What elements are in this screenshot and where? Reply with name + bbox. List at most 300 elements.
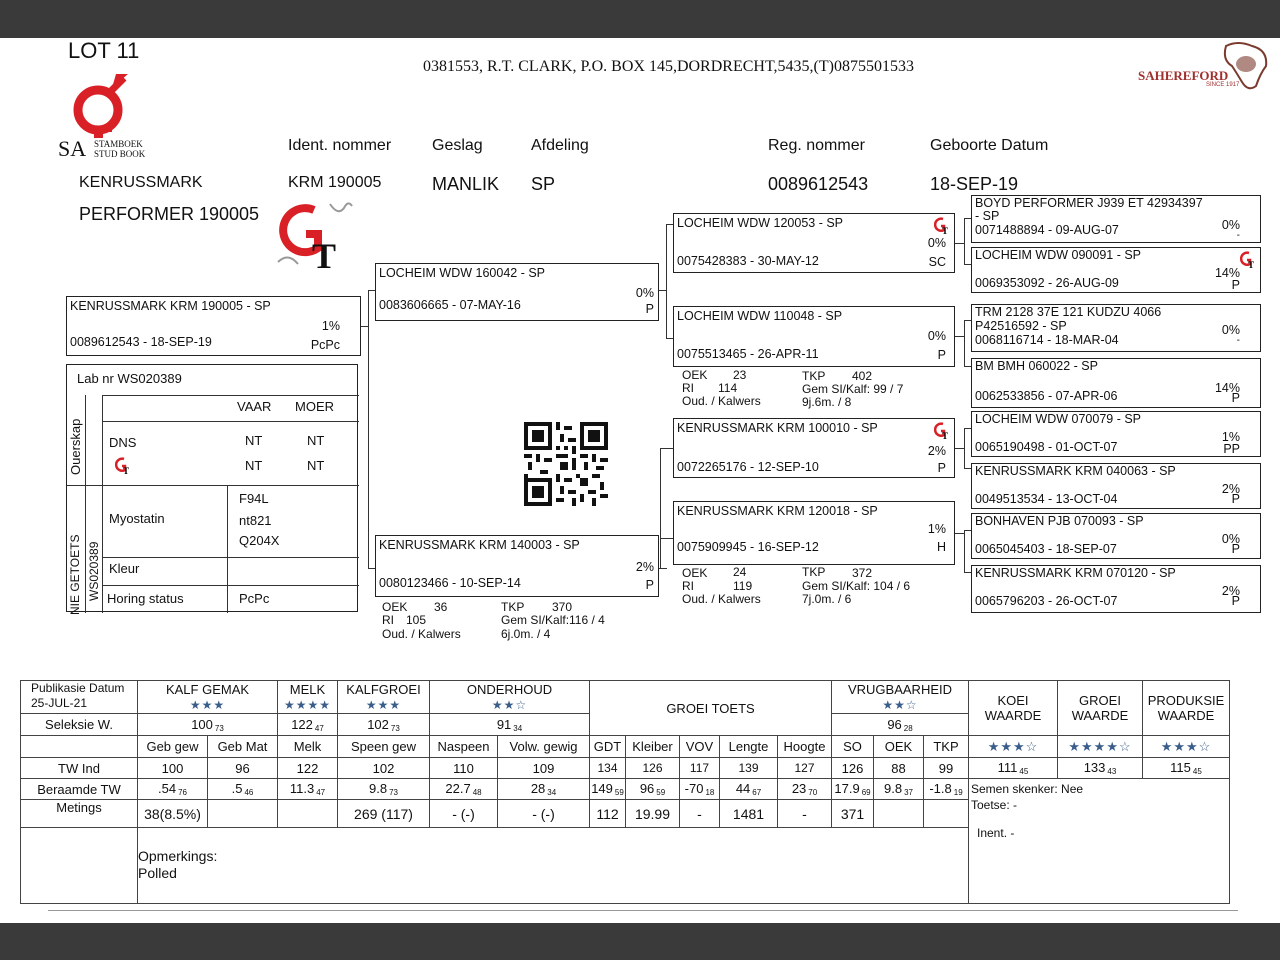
tw-koei-sub: 45 <box>1019 767 1029 776</box>
tw-cell: 139 <box>720 758 778 779</box>
groei-toets-head: GROEI TOETS <box>590 681 832 736</box>
dam-oek: 36 <box>434 600 448 614</box>
genomic-tested-logo <box>274 198 354 274</box>
ber-sub: 48 <box>472 788 482 797</box>
gen3-box-7 <box>971 513 1261 559</box>
dam-gem: Gem SI/Kalf:116 / 4 <box>501 613 605 627</box>
subject-reg: 0089612543 - 18-SEP-19 <box>70 335 212 349</box>
sel-kalfgroei-val: 102 <box>367 716 389 732</box>
lot-number: LOT 11 <box>68 38 140 63</box>
gen3-box-2 <box>971 247 1261 293</box>
col-vaar: VAAR <box>237 399 272 414</box>
sire-code: P <box>645 302 654 316</box>
h-geb-gew: Geb gew <box>138 736 208 758</box>
myostatin-f94l: F94L <box>239 491 269 506</box>
ber-cell <box>680 779 720 800</box>
dns-label: DNS <box>109 435 137 450</box>
g3-7-pct: 0% <box>1221 532 1240 546</box>
ss-gt-icon <box>934 217 950 235</box>
sel-melk-val: 122 <box>291 716 313 732</box>
tw-cell: 99 <box>924 758 969 779</box>
g3-4-pct: 14% <box>1214 381 1240 395</box>
tw-cell: 134 <box>590 758 626 779</box>
g3-8-pct: 2% <box>1221 584 1240 598</box>
met-cell <box>874 800 924 828</box>
h-hoogte: Hoogte <box>778 736 832 758</box>
animal-sex: MANLIK <box>432 174 500 194</box>
sd-oud: 9j.6m. / 8 <box>802 395 852 409</box>
qr-code <box>522 422 610 506</box>
sel-vrug <box>832 714 969 736</box>
ber-sub: 59 <box>656 788 666 797</box>
inent: Inent. - <box>977 826 1015 840</box>
g3-7-code: P <box>1231 542 1240 556</box>
ber-label: Beraamde TW <box>21 779 138 800</box>
g3-2-reg: 0069353092 - 26-AUG-09 <box>975 276 1119 290</box>
prod-stars-val: ★★★☆ <box>1160 738 1212 754</box>
tw-groei <box>1058 758 1143 779</box>
sire-box <box>375 263 659 321</box>
ber-cell <box>338 779 430 800</box>
kalfgroei-label: KALFGROEI <box>346 681 421 697</box>
sd-ri-label: RI <box>682 381 694 395</box>
groei-waarde-head: GROEI WAARDE <box>1058 681 1143 736</box>
ws-label: WS020389 <box>87 541 101 601</box>
ber-val: -1.8 <box>929 781 952 796</box>
tw-label: TW Ind <box>21 758 138 779</box>
prod-stars <box>1143 736 1230 758</box>
sire-sire-box <box>673 213 955 273</box>
tw-cell: 117 <box>680 758 720 779</box>
svg-text:T: T <box>942 431 949 440</box>
tw-cell: 96 <box>208 758 278 779</box>
tw-groei-val: 133 <box>1083 760 1106 775</box>
animal-herd: KENRUSSMARK <box>79 174 203 191</box>
met-label: Metings <box>21 800 138 828</box>
dns-vaar-2: NT <box>245 458 263 473</box>
sa-stamboek-logo <box>58 66 158 162</box>
kalfgroei-stars: ★★★ <box>365 697 402 712</box>
gen3-box-5 <box>971 411 1261 457</box>
kalf-gemak-head <box>138 681 278 714</box>
h-naspeen: Naspeen <box>430 736 498 758</box>
ber-sub: 69 <box>861 788 871 797</box>
kleur-label: Kleur <box>109 561 140 576</box>
h-melk: Melk <box>278 736 338 758</box>
ber-sub: 47 <box>316 788 326 797</box>
g3-3-pct: 0% <box>1221 323 1240 337</box>
g3-7-reg: 0065045403 - 18-SEP-07 <box>975 542 1117 556</box>
g3-3-name: TRM 2128 37E 121 KUDZU 4066 <box>975 305 1162 319</box>
ber-sub: 73 <box>389 788 398 797</box>
animal-name: PERFORMER 190005 <box>79 204 260 224</box>
g3-2-pct: 14% <box>1214 266 1240 280</box>
ber-cell <box>278 779 338 800</box>
ber-cell <box>138 779 208 800</box>
g3-3-code: - <box>1236 335 1240 346</box>
g3-5-code: PP <box>1223 442 1240 456</box>
h-speen: Speen gew <box>338 736 430 758</box>
met-cell <box>924 800 969 828</box>
sel-melk-sub: 47 <box>314 723 324 733</box>
dns-moer-2: NT <box>307 458 325 473</box>
sel-onder-val: 91 <box>496 716 512 732</box>
dd-reg: 0075909945 - 16-SEP-12 <box>677 540 819 554</box>
ber-val: 149 <box>591 781 613 796</box>
g3-2-code: P <box>1231 278 1240 292</box>
lab-box <box>66 364 358 615</box>
col-ident: Ident. nommer <box>288 137 392 154</box>
ber-sub: 67 <box>752 788 762 797</box>
vrug-label: VRUGBAARHEID <box>847 681 953 697</box>
col-sex: Geslag <box>432 137 483 154</box>
ber-cell <box>832 779 874 800</box>
pub-cell <box>21 681 138 714</box>
ber-sub: 70 <box>808 788 818 797</box>
ber-val: 44 <box>735 781 751 796</box>
g3-8-code: P <box>1231 594 1240 608</box>
h-kleiber: Kleiber <box>626 736 680 758</box>
sd-code: P <box>937 348 946 362</box>
performance-table <box>20 680 1230 904</box>
ber-val: 17.9 <box>834 781 860 796</box>
dam-box <box>375 535 659 597</box>
ber-val: 9.8 <box>369 781 388 796</box>
gen3-box-4 <box>971 358 1261 408</box>
opm-empty <box>21 828 138 904</box>
sd-tkp-label: TKP <box>802 369 826 383</box>
g3-4-name: BM BMH 060022 - SP <box>975 359 1098 373</box>
tw-koei <box>969 758 1058 779</box>
dd-pct: 1% <box>927 522 946 536</box>
dam-sire-box <box>673 418 955 478</box>
gt-mini-icon <box>115 457 131 475</box>
vrug-head <box>832 681 969 714</box>
pub-date: 25-JUL-21 <box>31 696 88 710</box>
dam-oud-label: Oud. / Kalwers <box>382 627 461 641</box>
sire-pct: 0% <box>635 286 654 300</box>
logo-sa-text: SA <box>58 136 87 161</box>
g3-8-reg: 0065796203 - 26-OCT-07 <box>975 594 1118 608</box>
ber-cell <box>778 779 832 800</box>
sel-kalf-sub: 73 <box>214 723 224 733</box>
onderhoud-head <box>430 681 590 714</box>
ber-val: 22.7 <box>445 781 471 796</box>
h-vov: VOV <box>680 736 720 758</box>
col-birth: Geboorte Datum <box>930 137 1049 154</box>
nie-getoets-label: NIE GETOETS <box>68 534 82 615</box>
subject-pct: 1% <box>321 319 340 333</box>
animal-dept: SP <box>531 174 556 194</box>
tw-cell: 100 <box>138 758 208 779</box>
ds-code: P <box>937 461 946 475</box>
g3-2-gt-icon <box>1240 251 1256 269</box>
tw-cell: 109 <box>498 758 590 779</box>
dam-name: KENRUSSMARK KRM 140003 - SP <box>379 538 580 552</box>
sire-reg: 0083606665 - 07-MAY-16 <box>379 298 521 312</box>
g3-1-name: BOYD PERFORMER J939 ET 42934397 <box>975 196 1203 210</box>
g3-5-pct: 1% <box>1221 430 1240 444</box>
col-dept: Afdeling <box>531 137 589 154</box>
ds-pct: 2% <box>927 444 946 458</box>
ber-sub: 18 <box>705 788 715 797</box>
kalfgroei-head <box>338 681 430 714</box>
sd-pct: 0% <box>927 329 946 343</box>
met-cell: - <box>680 800 720 828</box>
melk-head <box>278 681 338 714</box>
koei-stars <box>969 736 1058 758</box>
ss-pct: 0% <box>927 236 946 250</box>
kalf-gemak-label: KALF GEMAK <box>165 681 250 697</box>
h-so: SO <box>832 736 874 758</box>
ber-sub: 37 <box>904 788 913 797</box>
logo-studbook-text: STUD BOOK <box>94 149 146 159</box>
h-lengte: Lengte <box>720 736 778 758</box>
g3-7-name: BONHAVEN PJB 070093 - SP <box>975 514 1144 528</box>
ber-val: -70 <box>684 781 704 796</box>
dd-oek: 24 <box>733 565 747 579</box>
dd-gem: Gem SI/Kalf: 104 / 6 <box>802 579 911 593</box>
sa-hereford-logo <box>1138 40 1273 92</box>
sel-kalf-val: 100 <box>191 716 213 732</box>
sd-reg: 0075513465 - 26-APR-11 <box>677 347 819 361</box>
ber-cell <box>208 779 278 800</box>
notes-cell <box>969 779 1230 904</box>
g3-1-pct: 0% <box>1221 218 1240 232</box>
tw-prod <box>1143 758 1230 779</box>
gen3-box-3 <box>971 304 1261 352</box>
g3-1-reg: 0071488894 - 09-AUG-07 <box>975 223 1119 237</box>
sel-kalfgroei-sub: 73 <box>390 723 400 733</box>
sire-name: LOCHEIM WDW 160042 - SP <box>379 266 546 280</box>
svg-text:T: T <box>312 236 337 274</box>
tw-cell: 126 <box>626 758 680 779</box>
animal-reg: 0089612543 <box>768 174 869 194</box>
ber-sub: 34 <box>547 788 557 797</box>
tw-koei-val: 111 <box>997 760 1018 775</box>
g3-1-name2: - SP <box>975 209 1000 223</box>
g3-8-name: KENRUSSMARK KRM 070120 - SP <box>975 566 1176 580</box>
met-cell <box>208 800 278 828</box>
g3-6-reg: 0049513534 - 13-OCT-04 <box>975 492 1118 506</box>
sd-oek: 23 <box>733 368 747 382</box>
sd-name: LOCHEIM WDW 110048 - SP <box>677 309 843 323</box>
ouerskap-label: Ouerskap <box>68 418 83 475</box>
ber-sub: 59 <box>614 788 624 797</box>
gen3-box-8 <box>971 565 1261 613</box>
g3-3-reg: 0068116714 - 18-MAR-04 <box>975 333 1119 347</box>
groei-stars <box>1058 736 1143 758</box>
gen3-box-1 <box>971 195 1261 243</box>
g3-2-name: LOCHEIM WDW 090091 - SP <box>975 248 1142 262</box>
lab-number: Lab nr WS020389 <box>77 371 182 386</box>
sel-vrug-sub: 28 <box>903 723 913 733</box>
subject-name: KENRUSSMARK KRM 190005 - SP <box>70 299 271 313</box>
dam-ri-label: RI <box>382 613 394 627</box>
animal-ident: KRM 190005 <box>288 174 382 191</box>
ber-cell <box>498 779 590 800</box>
svg-text:T: T <box>942 226 949 235</box>
met-cell: - (-) <box>498 800 590 828</box>
ber-val: 96 <box>639 781 655 796</box>
tw-cell: 126 <box>832 758 874 779</box>
myostatin-label: Myostatin <box>109 511 165 526</box>
ber-cell <box>430 779 498 800</box>
dd-oud-label: Oud. / Kalwers <box>682 592 761 606</box>
groei-stars-val: ★★★★☆ <box>1068 738 1132 754</box>
h-volw: Volw. gewig <box>498 736 590 758</box>
dam-pct: 2% <box>635 560 654 574</box>
myostatin-q204x: Q204X <box>239 533 280 548</box>
ber-val: 11.3 <box>289 781 315 796</box>
tw-prod-val: 115 <box>1170 760 1191 775</box>
met-cell: 112 <box>590 800 626 828</box>
met-cell: 269 (117) <box>338 800 430 828</box>
h-oek: OEK <box>874 736 924 758</box>
dam-reg: 0080123466 - 10-SEP-14 <box>379 576 521 590</box>
dam-oud: 6j.0m. / 4 <box>501 627 551 641</box>
h-geb-mat: Geb Mat <box>208 736 278 758</box>
tw-cell: 110 <box>430 758 498 779</box>
ber-sub: 19 <box>953 788 963 797</box>
ber-val: 23 <box>791 781 807 796</box>
dd-tkp-label: TKP <box>802 565 826 579</box>
opm-label: Opmerkings: <box>138 848 218 864</box>
empty-head-cell <box>21 736 138 758</box>
koei-waarde-head: KOEI WAARDE <box>969 681 1058 736</box>
dns-vaar-1: NT <box>245 433 263 448</box>
tw-row <box>21 758 1230 779</box>
ber-cell <box>874 779 924 800</box>
dns-moer-1: NT <box>307 433 325 448</box>
sel-kalfgroei <box>338 714 430 736</box>
ber-val: .54 <box>158 781 177 796</box>
ds-name: KENRUSSMARK KRM 100010 - SP <box>677 421 878 435</box>
sel-kalf <box>138 714 278 736</box>
g3-1-code: - <box>1236 230 1240 241</box>
sel-onder-sub: 34 <box>513 723 523 733</box>
opmerkings-cell <box>138 828 969 904</box>
tw-cell: 122 <box>278 758 338 779</box>
ds-gt-icon <box>934 422 950 440</box>
ber-cell <box>626 779 680 800</box>
dd-tkp: 372 <box>852 566 873 580</box>
kalf-gemak-stars: ★★★ <box>189 697 226 712</box>
produksie-waarde-head: PRODUKSIE WAARDE <box>1143 681 1230 736</box>
pedigree-certificate <box>0 38 1280 923</box>
met-cell: - (-) <box>430 800 498 828</box>
horing-value: PcPc <box>239 591 270 606</box>
sd-tkp: 402 <box>852 369 873 383</box>
svg-text:T: T <box>1248 260 1255 269</box>
g3-5-reg: 0065190498 - 01-OCT-07 <box>975 440 1118 454</box>
melk-stars: ★★★★ <box>283 697 332 712</box>
sd-gem: Gem SI/Kalf: 99 / 7 <box>802 382 904 396</box>
hereford-brand: SAHEREFORD <box>1138 68 1229 83</box>
g3-4-code: P <box>1231 391 1240 405</box>
dam-tkp: 370 <box>552 600 573 614</box>
col-reg: Reg. nommer <box>768 137 865 154</box>
g3-6-code: P <box>1231 492 1240 506</box>
tw-cell: 102 <box>338 758 430 779</box>
dd-ri: 119 <box>733 579 753 593</box>
dd-code: H <box>936 540 946 554</box>
h-gdt: GDT <box>590 736 626 758</box>
sd-oek-label: OEK <box>682 368 708 382</box>
dam-dam-box <box>673 501 955 565</box>
onderhoud-label: ONDERHOUD <box>466 681 553 697</box>
met-cell: 371 <box>832 800 874 828</box>
sel-vrug-val: 96 <box>887 716 902 732</box>
dd-name: KENRUSSMARK KRM 120018 - SP <box>677 504 878 518</box>
horing-label: Horing status <box>107 591 184 606</box>
sd-oud-label: Oud. / Kalwers <box>682 394 761 408</box>
dd-oud: 7j.0m. / 6 <box>802 592 852 606</box>
svg-text:T: T <box>123 466 130 475</box>
toetse: Toetse: - <box>971 798 1018 812</box>
ss-name: LOCHEIM WDW 120053 - SP <box>677 216 844 230</box>
myostatin-nt821: nt821 <box>239 513 272 528</box>
logo-stamboek-text: STAMBOEK <box>94 139 143 149</box>
ber-cell <box>924 779 969 800</box>
semen-donor: Semen skenker: Nee <box>971 782 1084 796</box>
vrug-stars: ★★☆ <box>882 697 918 712</box>
pub-label: Publikasie Datum <box>31 681 125 695</box>
subject-animal-box <box>66 296 361 356</box>
breeder-line: 0381553, R.T. CLARK, P.O. BOX 145,DORDRECHT,5435,(T)0875501533 <box>423 58 914 75</box>
ber-val: 9.8 <box>884 781 903 796</box>
ber-cell <box>720 779 778 800</box>
tw-groei-sub: 43 <box>1107 767 1117 776</box>
dd-oek-label: OEK <box>682 566 708 580</box>
melk-label: MELK <box>289 681 326 697</box>
g3-3-name2: P42516592 - SP <box>975 319 1067 333</box>
ber-sub: 46 <box>244 788 254 797</box>
ss-code: SC <box>928 255 946 269</box>
ds-reg: 0072265176 - 12-SEP-10 <box>677 460 819 474</box>
sd-ri: 114 <box>718 381 738 395</box>
tw-prod-sub: 45 <box>1192 767 1202 776</box>
gen3-box-6 <box>971 463 1261 509</box>
subject-code: PcPc <box>310 338 340 352</box>
koei-stars-val: ★★★☆ <box>987 738 1039 754</box>
opm-value: Polled <box>138 865 177 881</box>
sel-melk <box>278 714 338 736</box>
dam-code: P <box>645 578 654 592</box>
col-moer: MOER <box>295 399 334 414</box>
g3-6-name: KENRUSSMARK KRM 040063 - SP <box>975 464 1176 478</box>
ss-reg: 0075428383 - 30-MAY-12 <box>677 254 819 268</box>
seleksie-label: Seleksie W. <box>21 714 138 736</box>
ber-val: 28 <box>530 781 546 796</box>
sire-dam-box <box>673 306 955 367</box>
sel-onderhoud <box>430 714 590 736</box>
dam-oek-label: OEK <box>382 600 408 614</box>
dam-tkp-label: TKP <box>501 600 525 614</box>
met-cell: - <box>778 800 832 828</box>
met-cell <box>278 800 338 828</box>
ber-cell <box>590 779 626 800</box>
met-cell: 38(8.5%) <box>138 800 208 828</box>
g3-6-pct: 2% <box>1221 482 1240 496</box>
ber-sub: 76 <box>178 788 187 797</box>
g3-5-name: LOCHEIM WDW 070079 - SP <box>975 412 1142 426</box>
g3-4-reg: 0062533856 - 07-APR-06 <box>975 389 1118 403</box>
hereford-since: SINCE 1917 <box>1206 82 1240 88</box>
ber-row <box>21 779 1230 800</box>
onderhoud-stars: ★★☆ <box>491 697 528 712</box>
tw-cell: 88 <box>874 758 924 779</box>
